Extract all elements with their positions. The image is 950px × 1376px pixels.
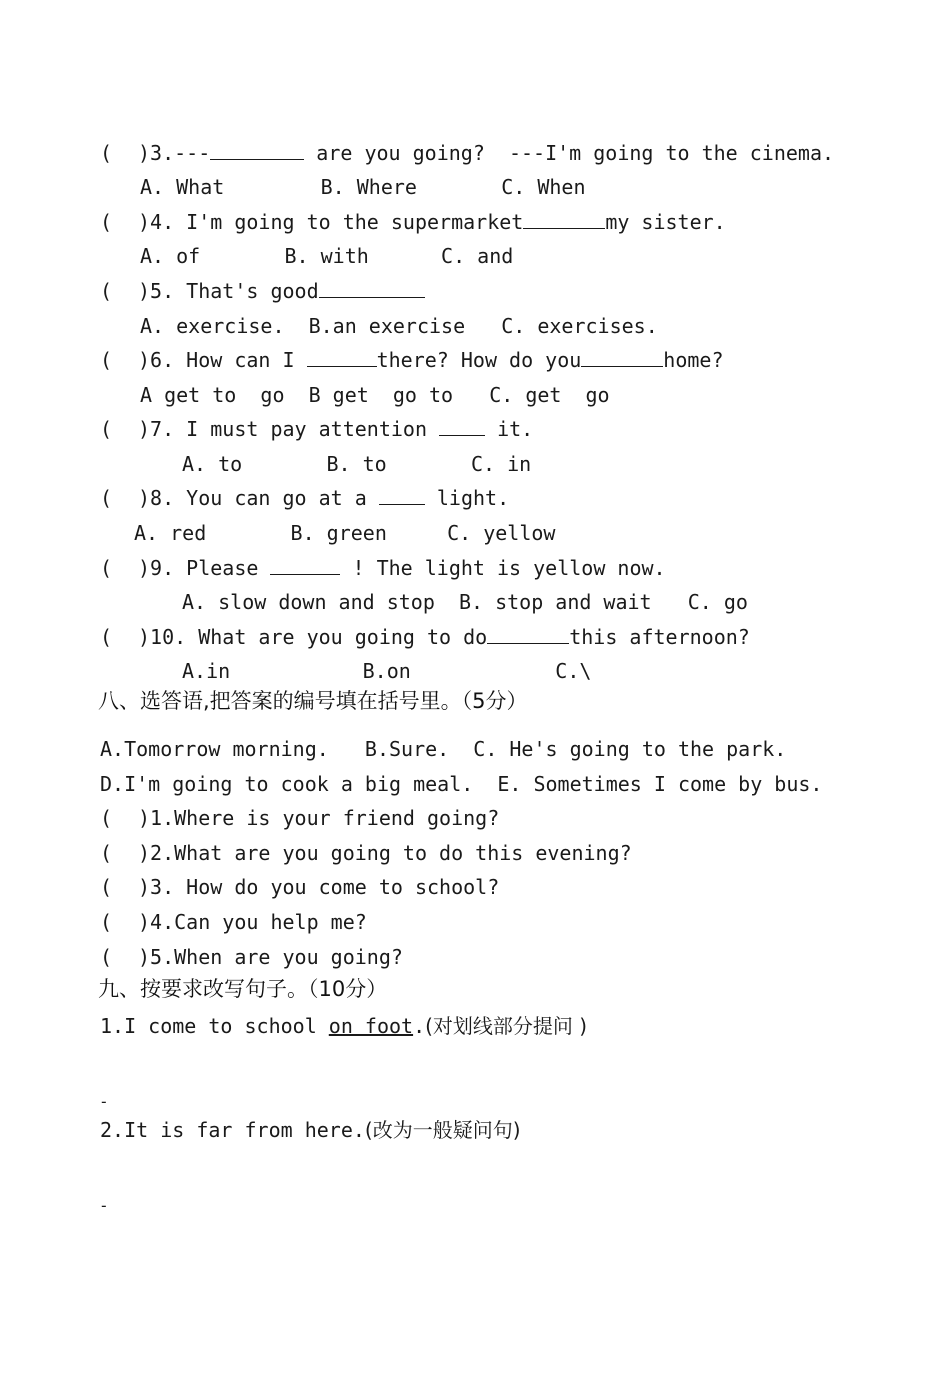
section9-heading: 九、按要求改写句子。（10分） (98, 977, 388, 1001)
q6-paren: ( (100, 348, 113, 372)
q8-options: A. red B. green C. yellow (134, 521, 556, 545)
q3-text-b: are you going? ---I'm going to the cinema. (304, 141, 835, 165)
q7-blank[interactable] (439, 417, 485, 436)
q3-blank[interactable] (210, 141, 304, 160)
s9-item2-answer-mark[interactable]: - (99, 1196, 109, 1215)
q9-question (138, 555, 666, 581)
q8-text-b: light. (424, 486, 510, 510)
q8-paren: ( (100, 486, 113, 510)
s8-q5-text: )5.When are you going? (138, 945, 403, 969)
s8-q4-text: )4.Can you help me? (138, 910, 367, 934)
s8-q4-paren: ( (100, 910, 113, 934)
q9-paren: ( (100, 556, 113, 580)
q9-text-a: )9. Please (138, 556, 271, 580)
q4-text-b: my sister. (605, 210, 726, 234)
q7-text-b: it. (485, 417, 534, 441)
q6-text-a: )6. How can I (138, 348, 307, 372)
q7-options: A. to B. to C. in (182, 452, 532, 476)
q10-question (138, 624, 750, 650)
s8-q3-text: )3. How do you come to school? (138, 875, 500, 899)
q4-question (138, 209, 726, 235)
section8-heading: 八、选答语,把答案的编号填在括号里。（5分） (98, 689, 528, 713)
s9-item1-text-a: 1.I come to school (100, 1014, 329, 1038)
q6-text-c: home? (663, 348, 724, 372)
q4-paren: ( (100, 210, 113, 234)
s9-item1-text-b: . (413, 1014, 426, 1038)
s9-item2 (100, 1117, 521, 1143)
q4-text-a: )4. I'm going to the supermarket (138, 210, 524, 234)
q5-paren: ( (100, 279, 113, 303)
q7-text-a: )7. I must pay attention (138, 417, 440, 441)
section8-choices-line1: A.Tomorrow morning. B.Sure. C. He's going to the park. (100, 737, 787, 761)
q5-blank[interactable] (319, 279, 425, 298)
q10-text-a: )10. What are you going to do (138, 625, 488, 649)
q10-blank[interactable] (487, 625, 569, 644)
q6-blank-2[interactable] (581, 348, 663, 367)
s9-item2-text: 2.It is far from here. (100, 1118, 365, 1142)
q8-question (138, 485, 509, 511)
q9-blank[interactable] (270, 556, 340, 575)
s9-item1 (100, 1013, 587, 1039)
s8-q1-paren: ( (100, 806, 113, 830)
q7-paren: ( (100, 417, 113, 441)
q6-question (138, 347, 724, 373)
q9-text-b: ! The light is yellow now. (340, 556, 666, 580)
q10-text-b: this afternoon? (569, 625, 750, 649)
q8-blank[interactable] (379, 486, 425, 505)
s9-item1-underlined: on foot (328, 1014, 414, 1038)
q3-question (138, 140, 834, 166)
q5-text-a: )5. That's good (138, 279, 319, 303)
q7-question (138, 416, 533, 442)
q6-options: A get to go B get go to C. get go (140, 383, 610, 407)
q5-question (138, 278, 425, 304)
s9-item2-instruction: (改为一般疑问句) (364, 1118, 521, 1142)
q10-options: A.in B.on C.\ (182, 659, 592, 683)
q10-paren: ( (100, 625, 113, 649)
q6-blank-1[interactable] (307, 348, 377, 367)
s8-q1-text: )1.Where is your friend going? (138, 806, 500, 830)
s8-q2-paren: ( (100, 841, 113, 865)
q9-options: A. slow down and stop B. stop and wait C. go (182, 590, 748, 614)
s8-q2-text: )2.What are you going to do this evening? (138, 841, 632, 865)
q8-text-a: )8. You can go at a (138, 486, 379, 510)
q4-blank[interactable] (523, 210, 605, 229)
s8-q5-paren: ( (100, 945, 113, 969)
s9-item1-answer-mark[interactable]: - (99, 1092, 109, 1111)
section8-choices-line2: D.I'm going to cook a big meal. E. Sometimes I come by bus. (100, 772, 823, 796)
s9-item1-instruction: (对划线部分提问 ) (425, 1014, 588, 1038)
q4-options: A. of B. with C. and (140, 244, 514, 268)
q3-options: A. What B. Where C. When (140, 175, 586, 199)
s8-q3-paren: ( (100, 875, 113, 899)
q3-text-a: )3.--- (138, 141, 211, 165)
q5-options: A. exercise. B.an exercise C. exercises. (140, 314, 658, 338)
q6-text-b: there? How do you (376, 348, 582, 372)
q3-paren: ( (100, 141, 113, 165)
